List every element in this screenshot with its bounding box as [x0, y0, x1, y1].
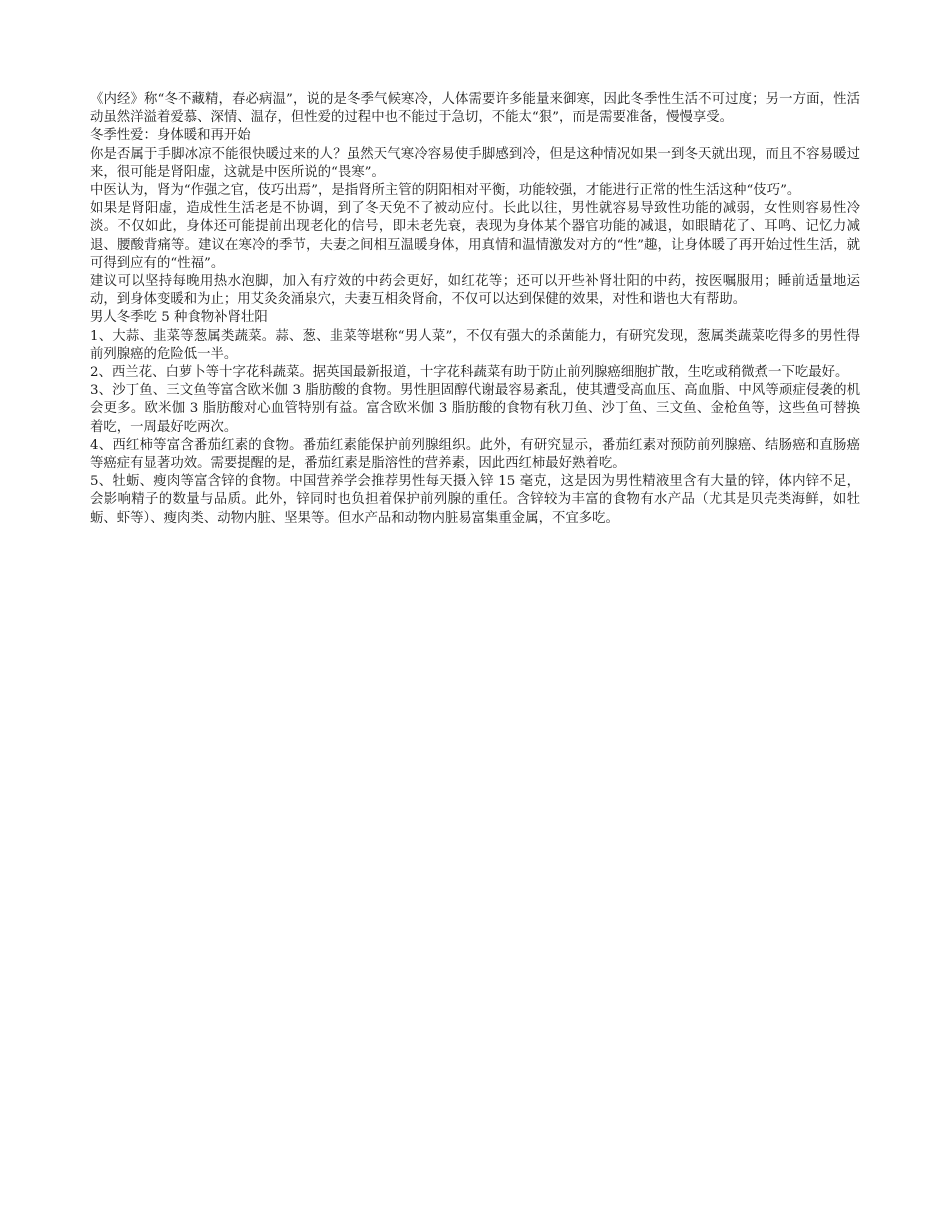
section-heading-winter-sex: 冬季性爱：身体暖和再开始: [90, 128, 251, 144]
document-body: [90, 91, 860, 528]
intro-paragraph: 《内经》称“冬不藏精，春必病温”，说的是冬季气候寒冷，人体需要许多能量来御寒，因此冬季性生活不可过度；另一方面，性活动虽然洋溢着爱慕、深情、温存，但性爱的过程中也不能过于急切，不能太“狠”，而是需要准备，慢慢享受。: [90, 92, 860, 126]
food-item-5: 5、牡蛎、瘦肉等富含锌的食物。中国营养学会推荐男性每天摄入锌 15 毫克，这是因为男性精液里含有大量的锌，体内锌不足，会影响精子的数量与品质。此外，锌同时也负担着保护前列腺的重任。含锌较为丰富的食物有水产品（尤其是贝壳类海鲜，如牡蛎、虾等）、瘦肉类、动物内脏、坚果等。但水产品和动物内脏易富集重金属，不宜多吃。: [90, 474, 860, 526]
food-item-4: 4、西红柿等富含番茄红素的食物。番茄红素能保护前列腺组织。此外，有研究显示，番茄红素对预防前列腺癌、结肠癌和直肠癌等癌症有显著功效。需要提醒的是，番茄红素是脂溶性的营养素，因此西红柿最好熟着吃。: [90, 437, 860, 472]
section-heading-five-foods: 男人冬季吃 5 种食物补肾壮阳: [90, 310, 268, 326]
paragraph-cold-hands: 你是否属于手脚冰凉不能很快暖过来的人？虽然天气寒冷容易使手脚感到冷，但是这种情况如果一到冬天就出现，而且不容易暖过来，很可能是肾阳虚，这就是中医所说的“畏寒”。: [90, 146, 860, 180]
paragraph-tcm-kidney: 中医认为，肾为“作强之官，伎巧出焉”，是指肾所主管的阴阳相对平衡，功能较强，才能进行正常的性生活这种“伎巧”。: [90, 183, 801, 199]
paragraph-kidney-yang-deficiency: 如果是肾阳虚，造成性生活老是不协调，到了冬天免不了被动应付。长此以往，男性就容易导致性功能的减弱，女性则容易性冷淡。不仅如此，身体还可能提前出现老化的信号，即未老先衰，表现为身体某个器官功能的减退，如眼睛花了、耳鸣、记忆力减退、腰酸背痛等。建议在寒冷的季节，夫妻之间相互温暖身体，用真情和温情激发对方的“性”趣，让身体暖了再开始过性生活，就可得到应有的“性福”。: [90, 201, 860, 271]
food-item-1: 1、大蒜、韭菜等葱属类蔬菜。蒜、葱、韭菜等堪称“男人菜”，不仅有强大的杀菌能力，有研究发现，葱属类蔬菜吃得多的男性得前列腺癌的危险低一半。: [90, 328, 860, 362]
paragraph-advice: 建议可以坚持每晚用热水泡脚，加入有疗效的中药会更好，如红花等；还可以开些补肾壮阳的中药，按医嘱服用；睡前适量地运动，到身体变暖和为止；用艾灸灸涌泉穴，夫妻互相灸肾俞，不仅可以达到保健的效果，对性和谐也大有帮助。: [90, 274, 860, 308]
food-item-3: 3、沙丁鱼、三文鱼等富含欧米伽 3 脂肪酸的食物。男性胆固醇代谢最容易紊乱，使其遭受高血压、高血脂、中风等顽症侵袭的机会更多。欧米伽 3 脂肪酸对心血管特别有益。富含欧米伽 3 脂肪酸的食物有秋刀鱼、沙丁鱼、三文鱼、金枪鱼等，这些鱼可替换着吃，一周最好吃两次。: [90, 383, 860, 435]
food-item-2: 2、西兰花、白萝卜等十字花科蔬菜。据英国最新报道，十字花科蔬菜有助于防止前列腺癌细胞扩散，生吃或稍微煮一下吃最好。: [90, 365, 849, 381]
